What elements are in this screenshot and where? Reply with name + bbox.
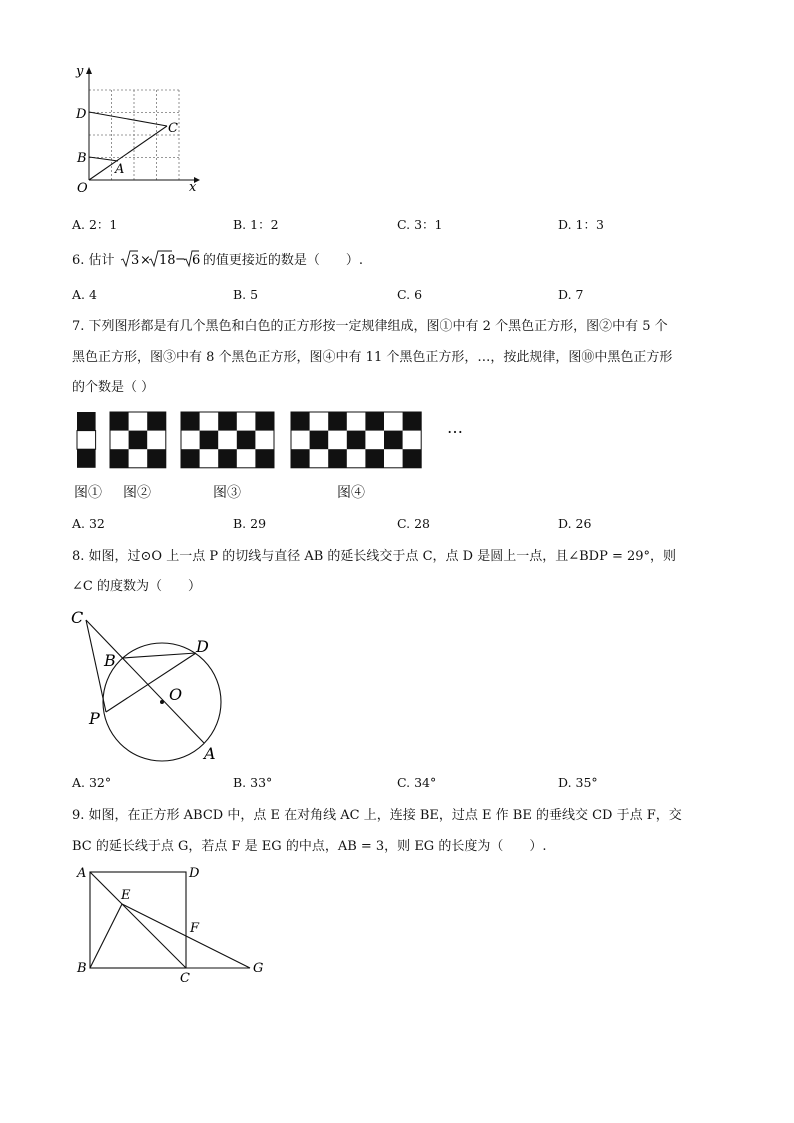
svg-text:3: 3 — [130, 253, 139, 268]
q8-line-1: 8. 如图，过⊙O 上一点 P 的切线与直径 AB 的延长线交于点 C，点 D 是圆上一点，且∠BDP = 29°，则 — [72, 549, 677, 564]
center-dot — [160, 700, 164, 704]
label-O: O — [77, 181, 88, 196]
line-CP — [86, 620, 106, 712]
label-B: B — [104, 651, 116, 670]
label-O: O — [169, 685, 183, 704]
q6-suffix: 的值更接近的数是（ ）. — [202, 253, 363, 268]
label-C: C — [168, 121, 178, 136]
label-A: A — [115, 162, 125, 177]
q7-option-c[interactable]: C. 28 — [397, 516, 430, 531]
q7-option-b[interactable]: B. 29 — [233, 516, 267, 531]
line-CA — [86, 620, 204, 743]
pattern-4 — [291, 412, 421, 468]
q7-caption-3: 图③ — [213, 485, 241, 501]
q9-line-2: BC 的延长线于点 G，若点 F 是 EG 的中点，AB = 3，则 EG 的长度为（ ）. — [72, 839, 547, 854]
q5-option-b[interactable]: B. 1：2 — [233, 217, 279, 232]
svg-text:−: − — [174, 252, 186, 267]
label-P: P — [89, 709, 100, 728]
q5-option-d[interactable]: D. 1：3 — [558, 217, 604, 232]
label-x: x — [189, 180, 197, 195]
q7-pattern-figures — [74, 410, 434, 472]
q7-ellipsis: … — [447, 418, 463, 437]
label-D: D — [196, 637, 209, 656]
segment-OC — [89, 126, 167, 180]
svg-text:18: 18 — [158, 253, 176, 268]
q5-option-c[interactable]: C. 3：1 — [397, 217, 443, 232]
label-E: E — [121, 888, 131, 903]
pattern-2 — [110, 412, 166, 468]
q5-grid-figure — [68, 62, 208, 202]
q6-expression — [119, 249, 199, 269]
svg-text:6: 6 — [191, 253, 200, 268]
q7-option-a[interactable]: A. 32 — [72, 516, 105, 531]
q6-option-b[interactable]: B. 5 — [233, 287, 259, 302]
q8-option-c[interactable]: C. 34° — [397, 775, 437, 790]
q7-caption-4: 图④ — [337, 485, 365, 501]
q7-caption-1: 图① — [74, 485, 102, 501]
q8-option-a[interactable]: A. 32° — [72, 775, 112, 790]
q6-prefix: 6. 估计 — [72, 253, 115, 268]
label-C: C — [71, 608, 84, 627]
label-y: y — [76, 64, 84, 79]
grid-lines — [89, 90, 179, 180]
q8-line-2: ∠C 的度数为（ ） — [72, 579, 201, 594]
q7-caption-2: 图② — [123, 485, 151, 501]
label-A: A — [204, 744, 216, 763]
segment-BE — [90, 904, 122, 968]
label-C: C — [180, 971, 190, 986]
label-B: B — [77, 151, 87, 166]
pattern-3 — [181, 412, 274, 468]
label-G: G — [253, 961, 264, 976]
label-F: F — [190, 921, 200, 936]
q8-circle-figure — [66, 602, 236, 767]
q6-question — [72, 249, 363, 270]
q5-option-a[interactable]: A. 2：1 — [72, 217, 118, 232]
q9-square-figure — [72, 862, 272, 987]
label-B: B — [77, 961, 87, 976]
q7-option-d[interactable]: D. 26 — [558, 516, 592, 531]
label-D: D — [189, 866, 200, 881]
q7-line-3: 的个数是（ ） — [72, 380, 155, 395]
q7-line-1: 7. 下列图形都是有几个黑色和白色的正方形按一定规律组成，图①中有 2 个黑色正方形，图②中有 5 个 — [72, 319, 668, 334]
q9-line-1: 9. 如图，在正方形 ABCD 中，点 E 在对角线 AC 上，连接 BE，过点 E 作 BE 的垂线交 CD 于点 F，交 — [72, 808, 682, 823]
q8-option-d[interactable]: D. 35° — [558, 775, 598, 790]
q7-line-2: 黑色正方形，图③中有 8 个黑色正方形，图④中有 11 个黑色正方形，…，按此规律，图⑩中黑色正方形 — [72, 350, 673, 365]
svg-text:×: × — [139, 253, 151, 268]
diagonal-AC — [90, 872, 186, 968]
y-axis-arrow — [86, 67, 92, 74]
label-D: D — [76, 107, 87, 122]
line-BD — [123, 653, 196, 658]
label-A: A — [77, 866, 87, 881]
pattern-1 — [77, 412, 96, 468]
q6-option-a[interactable]: A. 4 — [72, 287, 97, 302]
q8-option-b[interactable]: B. 33° — [233, 775, 273, 790]
q6-option-c[interactable]: C. 6 — [397, 287, 423, 302]
q6-option-d[interactable]: D. 7 — [558, 287, 584, 302]
segment-DC — [89, 112, 167, 126]
